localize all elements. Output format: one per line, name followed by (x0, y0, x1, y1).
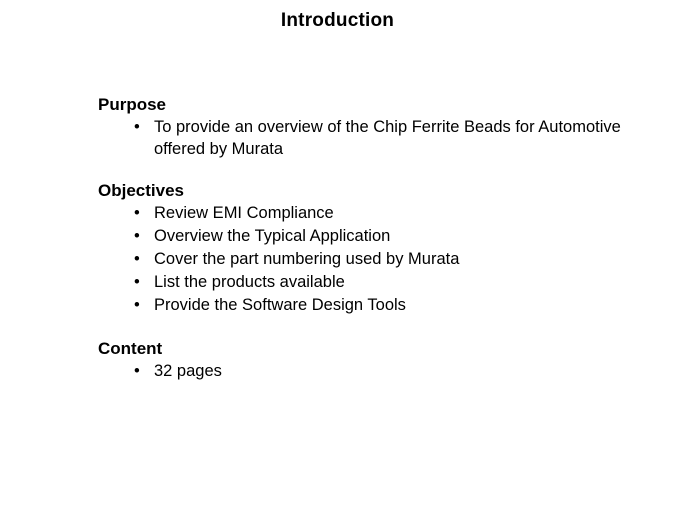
list-item-label: 32 pages (154, 362, 222, 381)
list-item (134, 117, 635, 161)
slide (0, 10, 675, 516)
spacer (98, 318, 635, 338)
list-item-label: List the products available (154, 273, 345, 292)
slide-body (0, 94, 675, 383)
list-item-label: Cover the part numbering used by Murata (154, 250, 460, 269)
bullet-dot-icon: • (134, 362, 140, 381)
list-item-label: Overview the Typical Application (154, 227, 391, 246)
section-purpose (98, 94, 635, 161)
section-heading-objectives: Objectives (98, 181, 184, 201)
bullet-dot-icon: • (134, 118, 140, 137)
list-item (134, 295, 635, 317)
spacer (98, 162, 635, 180)
bullet-dot-icon: • (134, 296, 140, 315)
list-item-label: Review EMI Compliance (154, 204, 334, 223)
bullet-list-purpose (98, 117, 635, 161)
section-content (98, 338, 635, 383)
list-item (134, 361, 635, 383)
list-item (134, 226, 635, 248)
bullet-dot-icon: • (134, 227, 140, 246)
bullet-dot-icon: • (134, 250, 140, 269)
page-title: Introduction (280, 10, 395, 31)
list-item-label: To provide an overview of the Chip Ferrite Beads for Automotive offered by Murata (154, 118, 621, 159)
section-objectives (98, 180, 635, 317)
list-item (134, 249, 635, 271)
section-heading-purpose: Purpose (98, 95, 167, 114)
section-heading-content: Content (98, 339, 163, 359)
list-item (134, 272, 635, 294)
bullet-list-objectives (98, 203, 635, 317)
list-item (134, 203, 635, 225)
list-item-label: Provide the Software Design Tools (154, 296, 406, 315)
bullet-dot-icon: • (134, 204, 140, 223)
bullet-list-content (98, 361, 635, 383)
bullet-dot-icon: • (134, 273, 140, 292)
